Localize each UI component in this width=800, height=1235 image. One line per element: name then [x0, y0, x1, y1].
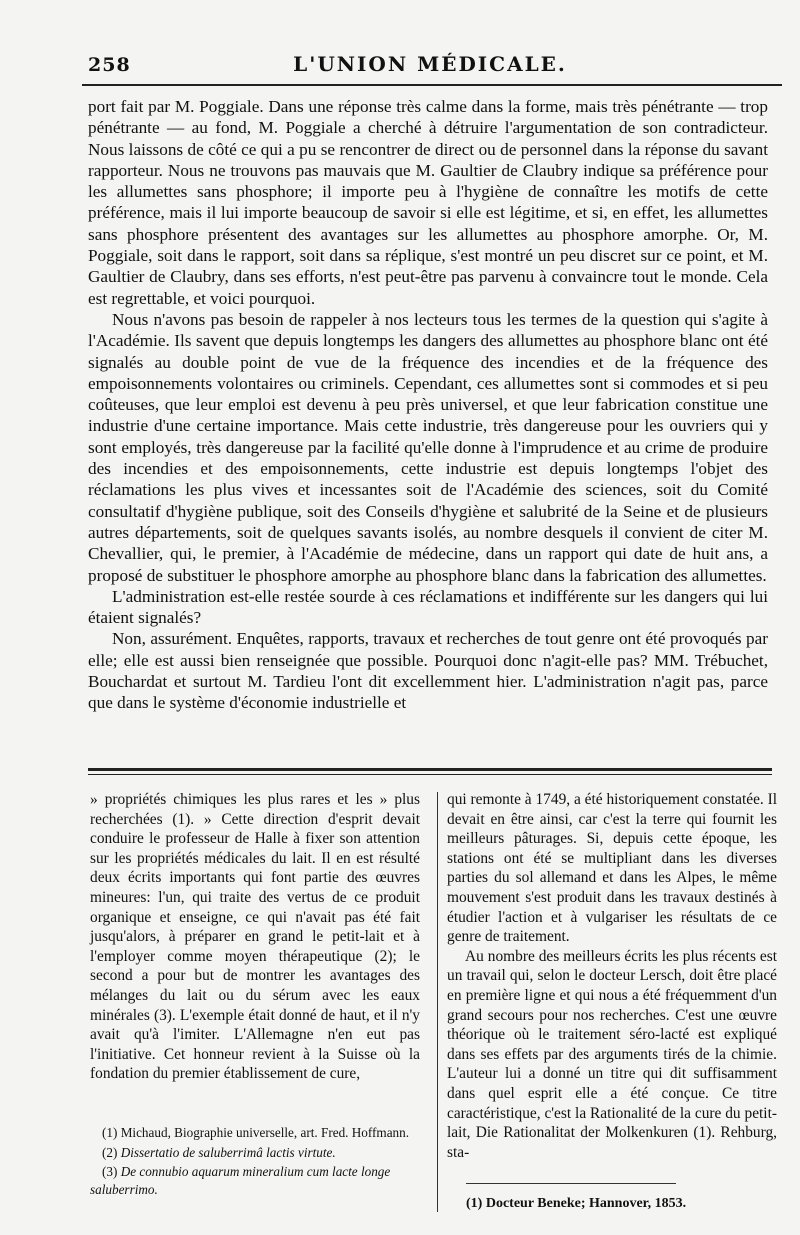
footnotes-right: [466, 1196, 766, 1212]
footnote-mark: (3): [102, 1164, 118, 1180]
feuilleton-separator-thick: [88, 768, 772, 771]
feuilleton-left-column: [90, 790, 420, 1084]
feuilleton-left-paragraph-1: » propriétés chimiques les plus rares et les » plus recherchées (1). » Cette direction d'esprit devait conduire le professeur de Halle à fixer son attention sur les propriétés médicales du lait. Il en est résulté deux écrits importants qui font partie des œuvres mineures: l'un, qui traite des vertus de ce produit organique et enseigne, ce qui n'avait pas été fait jusqu'alors, à préparer en grand le petit-lait et à l'employer comme moyen thérapeutique (2); le second a pour but de montrer les avantages des mélanges du lait ou du sérum avec les eaux minérales (3). L'exemple était donné de haut, et il n'y avait qu'à l'imiter. L'Allemagne n'en eut pas l'initiative. Cet honneur revient à la Suisse où la fondation du premier établissement de cure,: [90, 791, 420, 1083]
main-paragraph-4: Non, assurément. Enquêtes, rapports, travaux et recherches de tout genre ont été provoqués par elle; elle est aussi bien renseignée que possible. Pourquoi donc n'agit-elle pas? MM. Trébuchet, Bouchardat et surtout M. Tardieu l'ont dit excellemment hier. L'administration n'agit pas, parce que dans le système d'économie industrielle et: [88, 629, 768, 713]
footnote-mark: (1): [102, 1125, 118, 1140]
footnote-rule: [466, 1183, 676, 1184]
footnote-text: Dissertatio de saluberrimâ lactis virtute.: [120, 1144, 336, 1160]
column-divider: [437, 792, 438, 1212]
feuilleton-right-column: [447, 790, 777, 1162]
header-rule: [82, 84, 782, 86]
page-number: 258: [88, 54, 131, 76]
main-article: [88, 96, 768, 714]
main-paragraph-2: Nous n'avons pas besoin de rappeler à nos lecteurs tous les termes de la question qui s'agite à l'Académie. Ils savent que depuis longtemps les dangers des allumettes au phosphore blanc ont été signalés au double point de vue de la fréquence des incendies et de la fréquence des empoisonnements volontaires ou criminels. Cependant, ces allumettes sont si commodes et si peu coûteuses, que leur emploi est devenu à peu près universel, et que leur fabrication constitue une industrie d'une certaine importance. Mais cette industrie, très dangereuse pour les ouvriers qui y sont employés, très dangereuse par la facilité qu'elle donne à l'imprudence et au crime de produire des incendies et des empoisonnements, cette industrie est depuis longtemps l'objet des réclamations les plus vives et incessantes soit de l'Académie des sciences, soit du Comité consultatif d'hygiène publique, soit des Conseils d'hygiène et salubrité de la Seine et de plusieurs autres départements, soit de quelques savants isolés, au nombre desquels il convient de citer M. Chevallier, qui, le premier, à l'Académie de médecine, dans un rapport qui date de huit ans, a proposé de substituer le phosphore amorphe au phosphore blanc dans la fabrication des allumettes.: [88, 309, 768, 585]
footnote-text: Docteur Beneke; Hannover, 1853.: [485, 1196, 687, 1211]
feuilleton-right-paragraph-1: qui remonte à 1749, a été historiquement constatée. Il devait en être ainsi, car c'est la terre qui fournit les meilleurs pâturages. Si, depuis cette époque, les stations ont été se multipliant dans les diverses parties du sol allemand et dans les Alpes, le même mouvement s'est produit dans les travaux destinés à étudier l'action et à vulgariser les résultats de ce genre de traitement.: [447, 791, 777, 946]
footnote-left-1: [90, 1124, 420, 1142]
feuilleton-separator-thin: [88, 774, 772, 775]
main-paragraph-3: L'administration est-elle restée sourde à ces réclamations et indifférente sur les dangers qui lui étaient signalés?: [88, 586, 768, 628]
footnotes-left: [90, 1124, 420, 1200]
footnote-text: De connubio aquarum mineralium cum lacte longe saluberrimo.: [90, 1164, 391, 1197]
page-header: [80, 48, 780, 82]
footnote-left-3: [90, 1163, 420, 1198]
running-title: L'UNION MÉDICALE.: [293, 52, 567, 76]
footnote-mark: (1): [466, 1196, 483, 1211]
feuilleton-right-paragraph-2: Au nombre des meilleurs écrits les plus récents est un travail qui, selon le docteur Lersch, doit être placé en première ligne et qui nous a été fréquemment d'un grand secours pour nos recherches. C'est une œuvre théorique où le traitement séro-lacté est expliqué dans ses effets par des arguments tirés de la chimie. L'auteur lui a donné un titre qui dit suffisamment dans quel esprit elle a été conçue. Ce titre caractéristique, c'est la Rationalité de la cure du petit-lait, Die Rationalitat der Molkenkuren (1). Rehburg, sta-: [447, 947, 777, 1161]
main-paragraph-1: port fait par M. Poggiale. Dans une réponse très calme dans la forme, mais très pénétrante — trop pénétrante — au fond, M. Poggiale a cherché à détruire l'argumentation de son contradicteur. Nous laissons de côté ce qui a pu se rencontrer de direct ou de personnel dans la réponse du savant rapporteur. Nous ne trouvons pas mauvais que M. Gaultier de Claubry indique sa préférence pour les allumettes sans phosphore; il importe peu à l'hygiène de connaître les motifs de cette préférence, mais il lui importe beaucoup de savoir si elle est légitime, et si, en effet, les allumettes sans phosphore présentent des avantages sur les allumettes au phosphore amorphe. Or, M. Poggiale, soit dans le rapport, soit dans sa réplique, s'est montré un peu discret sur ce point, et M. Gaultier de Claubry, dans ses efforts, n'est peut-être pas parvenu à convaincre tout le monde. Cela est regrettable, et voici pourquoi.: [88, 97, 768, 308]
footnote-text: Michaud, Biographie universelle, art. Fred. Hoffmann.: [120, 1125, 410, 1140]
footnote-mark: (2): [102, 1144, 118, 1160]
footnote-left-2: [90, 1144, 420, 1162]
